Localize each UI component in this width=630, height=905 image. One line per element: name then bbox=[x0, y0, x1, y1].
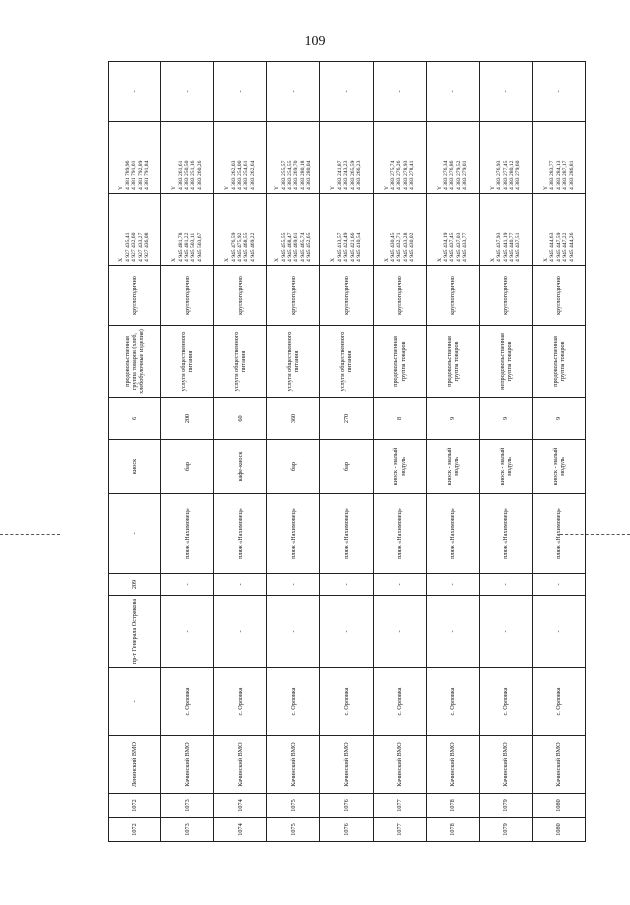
cell-landmark: пляж «Нахимовец» bbox=[214, 494, 267, 574]
y-value: 4 383 255,57 bbox=[280, 160, 287, 190]
x-value: 4 945 410,54 bbox=[356, 232, 363, 262]
x-value: 4 945 424,49 bbox=[343, 232, 350, 262]
cell-y-coords bbox=[214, 122, 267, 194]
x-value: 4 945 437,03 bbox=[455, 232, 462, 262]
cell-locality: с. Орловка bbox=[161, 668, 214, 736]
cell-x-coords bbox=[479, 194, 532, 266]
cell-district: Качинский ВМО bbox=[267, 736, 320, 794]
cell-specialization: продовольственная группа товаров (хлеб, хлебобулочные изделия) bbox=[109, 326, 161, 398]
cell-area: 8 bbox=[373, 398, 426, 440]
cell-locality: с. Орловка bbox=[479, 668, 532, 736]
x-value: 4 945 437,93 bbox=[496, 232, 503, 262]
cell-id: 1076 bbox=[320, 794, 373, 818]
cell-y-coords bbox=[532, 122, 585, 194]
cell-num: 1074 bbox=[214, 818, 267, 842]
cell-y-coords bbox=[426, 122, 479, 194]
table-row bbox=[109, 62, 161, 842]
x-label: X bbox=[383, 257, 390, 262]
cell-id: 1075 bbox=[267, 794, 320, 818]
cell-street: - bbox=[267, 596, 320, 668]
y-value: 4 381 791,84 bbox=[144, 160, 151, 190]
x-value: 4 927 436,08 bbox=[144, 232, 151, 262]
x-value: 4 945 437,51 bbox=[515, 232, 522, 262]
y-label: Y bbox=[489, 185, 496, 190]
cell-period: круглогодично bbox=[214, 266, 267, 326]
cell-num: 1075 bbox=[267, 818, 320, 842]
x-value: 4 945 476,59 bbox=[230, 232, 237, 262]
x-label: X bbox=[542, 257, 549, 262]
cell-specialization: продовольственная группа товаров bbox=[426, 326, 479, 398]
cell-area: 200 bbox=[161, 398, 214, 440]
cell-locality: с. Орловка bbox=[373, 668, 426, 736]
cell-district: Качинский ВМО bbox=[532, 736, 585, 794]
cell-num: 1078 bbox=[426, 818, 479, 842]
cell-street: - bbox=[161, 596, 214, 668]
cell-landmark: пляж «Нахимовец» bbox=[267, 494, 320, 574]
x-value: 4 945 447,59 bbox=[555, 232, 562, 262]
y-value: 4 381 791,01 bbox=[131, 160, 138, 190]
cell-landmark: - bbox=[109, 494, 161, 574]
cell-y-coords bbox=[373, 122, 426, 194]
cell-specialization: непродовольственная группа товаров bbox=[479, 326, 532, 398]
x-value: 4 945 465,74 bbox=[299, 232, 306, 262]
cell-street: - bbox=[426, 596, 479, 668]
y-value: 4 383 277,45 bbox=[502, 160, 509, 190]
x-label: X bbox=[274, 257, 281, 262]
x-label: X bbox=[224, 257, 231, 262]
cell-id: 1077 bbox=[373, 794, 426, 818]
table-row bbox=[479, 62, 532, 842]
y-value: 4 383 286,81 bbox=[568, 160, 575, 190]
x-value: 4 945 421,66 bbox=[349, 232, 356, 262]
table-row bbox=[214, 62, 267, 842]
x-value: 4 945 475,92 bbox=[237, 232, 244, 262]
x-value: 4 945 440,77 bbox=[509, 232, 516, 262]
cell-period: круглогодично bbox=[109, 266, 161, 326]
rotated-table-area bbox=[108, 62, 586, 842]
cell-x-coords bbox=[161, 194, 214, 266]
y-label: Y bbox=[274, 185, 281, 190]
cell-period: круглогодично bbox=[161, 266, 214, 326]
cell-district: Качинский ВМО bbox=[373, 736, 426, 794]
cell-extra: - bbox=[373, 62, 426, 122]
cell-specialization: продовольственная группа товаров bbox=[532, 326, 585, 398]
x-value: 4 927 432,60 bbox=[131, 232, 138, 262]
cell-locality: с. Орловка bbox=[320, 668, 373, 736]
y-value: 4 383 269,70 bbox=[293, 160, 300, 190]
cell-district: Ленинский ВМО bbox=[109, 736, 161, 794]
cut-line-left bbox=[0, 534, 60, 535]
cell-house: - bbox=[161, 574, 214, 596]
y-value: 4 383 241,87 bbox=[336, 160, 343, 190]
x-label: X bbox=[118, 257, 125, 262]
y-value: 4 383 262,03 bbox=[230, 160, 237, 190]
cell-object-type: киоск - малый модуль bbox=[479, 440, 532, 494]
cell-house: - bbox=[426, 574, 479, 596]
cell-extra: - bbox=[320, 62, 373, 122]
cell-id: 1073 bbox=[161, 794, 214, 818]
x-value: 4 945 503,11 bbox=[190, 232, 197, 262]
y-value: 4 383 260,26 bbox=[196, 160, 203, 190]
y-value: 4 383 276,86 bbox=[449, 160, 456, 190]
cell-period: круглогодично bbox=[479, 266, 532, 326]
table-row bbox=[267, 62, 320, 842]
y-label: Y bbox=[224, 185, 231, 190]
x-value: 4 945 433,28 bbox=[402, 232, 409, 262]
cell-area: 270 bbox=[320, 398, 373, 440]
cell-specialization: продовольственная группа товаров bbox=[373, 326, 426, 398]
x-label: X bbox=[330, 257, 337, 262]
cell-house: - bbox=[267, 574, 320, 596]
cell-landmark: пляж «Нахимовец» bbox=[426, 494, 479, 574]
x-value: 4 945 430,45 bbox=[389, 232, 396, 262]
cell-area: 6 bbox=[109, 398, 161, 440]
cell-locality: с. Орловка bbox=[267, 668, 320, 736]
cell-id: 1074 bbox=[214, 794, 267, 818]
x-value: 4 945 503,67 bbox=[196, 232, 203, 262]
cell-street: - bbox=[373, 596, 426, 668]
y-value: 4 383 262,64 bbox=[249, 160, 256, 190]
table-body bbox=[109, 62, 586, 842]
y-value: 4 383 279,01 bbox=[462, 160, 469, 190]
y-value: 4 381 792,89 bbox=[137, 160, 144, 190]
cell-id: 1072 bbox=[109, 794, 161, 818]
y-value: 4 383 254,55 bbox=[286, 160, 293, 190]
cell-landmark: пляж «Нахимовец» bbox=[161, 494, 214, 574]
cell-x-coords bbox=[373, 194, 426, 266]
cell-y-coords bbox=[267, 122, 320, 194]
y-label: Y bbox=[118, 185, 125, 190]
cell-period: круглогодично bbox=[267, 266, 320, 326]
cell-object-type: бар bbox=[267, 440, 320, 494]
page-number: 109 bbox=[304, 34, 326, 49]
y-label: Y bbox=[383, 185, 390, 190]
cell-street: - bbox=[532, 596, 585, 668]
y-value: 4 383 250,50 bbox=[183, 160, 190, 190]
cell-object-type: киоск - малый модуль bbox=[532, 440, 585, 494]
cell-district: Качинский ВМО bbox=[320, 736, 373, 794]
cell-num: 1080 bbox=[532, 818, 585, 842]
cell-period: круглогодично bbox=[373, 266, 426, 326]
cell-locality: - bbox=[109, 668, 161, 736]
y-value: 4 383 254,61 bbox=[243, 160, 250, 190]
y-value: 4 383 280,18 bbox=[299, 160, 306, 190]
cell-street: - bbox=[320, 596, 373, 668]
x-value: 4 927 433,27 bbox=[137, 232, 144, 262]
cell-specialization: услуги общественного питания bbox=[320, 326, 373, 398]
cell-landmark: пляж «Нахимовец» bbox=[373, 494, 426, 574]
cell-street: пр-т Генерала Острякова bbox=[109, 596, 161, 668]
y-value: 4 383 243,23 bbox=[343, 160, 350, 190]
cell-y-coords bbox=[320, 122, 373, 194]
x-value: 4 945 447,22 bbox=[562, 232, 569, 262]
cell-specialization: услуги общественного питания bbox=[214, 326, 267, 398]
y-value: 4 383 275,74 bbox=[389, 160, 396, 190]
cell-x-coords bbox=[109, 194, 161, 266]
cell-id: 1080 bbox=[532, 794, 585, 818]
table-row bbox=[320, 62, 373, 842]
cell-x-coords bbox=[267, 194, 320, 266]
cell-y-coords bbox=[479, 122, 532, 194]
cell-object-type: киоск - малый модуль bbox=[373, 440, 426, 494]
cell-id: 1078 bbox=[426, 794, 479, 818]
cell-area: 9 bbox=[479, 398, 532, 440]
cell-street: - bbox=[479, 596, 532, 668]
cell-extra: - bbox=[109, 62, 161, 122]
cell-x-coords bbox=[320, 194, 373, 266]
cell-district: Качинский ВМО bbox=[479, 736, 532, 794]
y-value: 4 383 280,12 bbox=[509, 160, 516, 190]
cell-y-coords bbox=[161, 122, 214, 194]
y-value: 4 381 789,96 bbox=[124, 160, 131, 190]
cell-extra: - bbox=[532, 62, 585, 122]
cell-locality: с. Орловка bbox=[426, 668, 479, 736]
cell-id: 1079 bbox=[479, 794, 532, 818]
cell-extra: - bbox=[161, 62, 214, 122]
x-value: 4 945 468,47 bbox=[286, 232, 293, 262]
cell-period: круглогодично bbox=[426, 266, 479, 326]
cell-period: круглогодично bbox=[532, 266, 585, 326]
x-value: 4 945 481,78 bbox=[177, 232, 184, 262]
table-row bbox=[426, 62, 479, 842]
cell-locality: с. Орловка bbox=[532, 668, 585, 736]
x-value: 4 945 455,55 bbox=[280, 232, 287, 262]
cell-extra: - bbox=[479, 62, 532, 122]
x-value: 4 945 441,19 bbox=[502, 232, 509, 262]
x-value: 4 945 468,55 bbox=[243, 232, 250, 262]
cell-specialization: услуги общественного питания bbox=[161, 326, 214, 398]
y-value: 4 383 279,52 bbox=[455, 160, 462, 190]
y-value: 4 383 276,26 bbox=[396, 160, 403, 190]
cell-area: 60 bbox=[214, 398, 267, 440]
x-value: 4 945 469,22 bbox=[249, 232, 256, 262]
table-row bbox=[373, 62, 426, 842]
x-label: X bbox=[171, 257, 178, 262]
x-value: 4 945 469,61 bbox=[293, 232, 300, 262]
y-value: 4 383 278,41 bbox=[409, 160, 416, 190]
cell-x-coords bbox=[214, 194, 267, 266]
y-value: 4 383 276,93 bbox=[496, 160, 503, 190]
cell-object-type: киоск - малый модуль bbox=[426, 440, 479, 494]
cell-area: 360 bbox=[267, 398, 320, 440]
table-row bbox=[532, 62, 585, 842]
cell-y-coords bbox=[109, 122, 161, 194]
x-label: X bbox=[489, 257, 496, 262]
x-value: 4 945 433,77 bbox=[462, 232, 469, 262]
x-value: 4 945 434,19 bbox=[443, 232, 450, 262]
cell-extra: - bbox=[267, 62, 320, 122]
y-value: 4 383 251,16 bbox=[190, 160, 197, 190]
cell-locality: с. Орловка bbox=[214, 668, 267, 736]
x-value: 4 927 435,41 bbox=[124, 232, 131, 262]
x-value: 4 945 432,71 bbox=[396, 232, 403, 262]
cell-object-type: кафе-киоск bbox=[214, 440, 267, 494]
cell-house: 209 bbox=[109, 574, 161, 596]
y-label: Y bbox=[330, 185, 337, 190]
cell-landmark: пляж «Нахимовец» bbox=[320, 494, 373, 574]
cell-area: 9 bbox=[532, 398, 585, 440]
table-row bbox=[161, 62, 214, 842]
cell-extra: - bbox=[214, 62, 267, 122]
cell-area: 9 bbox=[426, 398, 479, 440]
cell-district: Качинский ВМО bbox=[161, 736, 214, 794]
cell-house: - bbox=[479, 574, 532, 596]
cell-house: - bbox=[532, 574, 585, 596]
x-value: 4 945 413,57 bbox=[336, 232, 343, 262]
y-value: 4 383 287,17 bbox=[562, 160, 569, 190]
cell-num: 1077 bbox=[373, 818, 426, 842]
cell-object-type: киоск bbox=[109, 440, 161, 494]
y-value: 4 383 266,23 bbox=[356, 160, 363, 190]
cell-num: 1072 bbox=[109, 818, 161, 842]
cell-district: Качинский ВМО bbox=[214, 736, 267, 794]
y-value: 4 383 283,77 bbox=[549, 160, 556, 190]
y-value: 4 383 276,34 bbox=[443, 160, 450, 190]
registry-table bbox=[108, 61, 586, 842]
cell-landmark: пляж «Нахимовец» bbox=[479, 494, 532, 574]
y-value: 4 383 265,59 bbox=[349, 160, 356, 190]
cell-object-type: бар bbox=[320, 440, 373, 494]
cell-num: 1079 bbox=[479, 818, 532, 842]
cell-x-coords bbox=[426, 194, 479, 266]
x-value: 4 945 452,65 bbox=[306, 232, 313, 262]
cell-extra: - bbox=[426, 62, 479, 122]
cell-num: 1073 bbox=[161, 818, 214, 842]
x-label: X bbox=[436, 257, 443, 262]
cell-object-type: бар bbox=[161, 440, 214, 494]
y-label: Y bbox=[171, 185, 178, 190]
cell-x-coords bbox=[532, 194, 585, 266]
y-label: Y bbox=[436, 185, 443, 190]
rotated-table bbox=[108, 62, 586, 842]
x-value: 4 945 437,45 bbox=[449, 232, 456, 262]
cell-district: Качинский ВМО bbox=[426, 736, 479, 794]
cell-period: круглогодично bbox=[320, 266, 373, 326]
y-value: 4 383 279,60 bbox=[515, 160, 522, 190]
cell-house: - bbox=[214, 574, 267, 596]
x-value: 4 945 481,22 bbox=[183, 232, 190, 262]
y-value: 4 383 278,93 bbox=[402, 160, 409, 190]
x-value: 4 945 444,63 bbox=[549, 232, 556, 262]
y-label: Y bbox=[542, 185, 549, 190]
cell-street: - bbox=[214, 596, 267, 668]
y-value: 4 383 261,61 bbox=[177, 160, 184, 190]
y-value: 4 383 280,04 bbox=[306, 160, 313, 190]
y-value: 4 383 254,00 bbox=[237, 160, 244, 190]
cell-house: - bbox=[320, 574, 373, 596]
y-value: 4 383 284,13 bbox=[555, 160, 562, 190]
cell-landmark: пляж «Нахимовец» bbox=[532, 494, 585, 574]
x-value: 4 945 430,02 bbox=[409, 232, 416, 262]
x-value: 4 945 444,26 bbox=[568, 232, 575, 262]
cell-house: - bbox=[373, 574, 426, 596]
cell-num: 1076 bbox=[320, 818, 373, 842]
cell-specialization: услуги общественного питания bbox=[267, 326, 320, 398]
